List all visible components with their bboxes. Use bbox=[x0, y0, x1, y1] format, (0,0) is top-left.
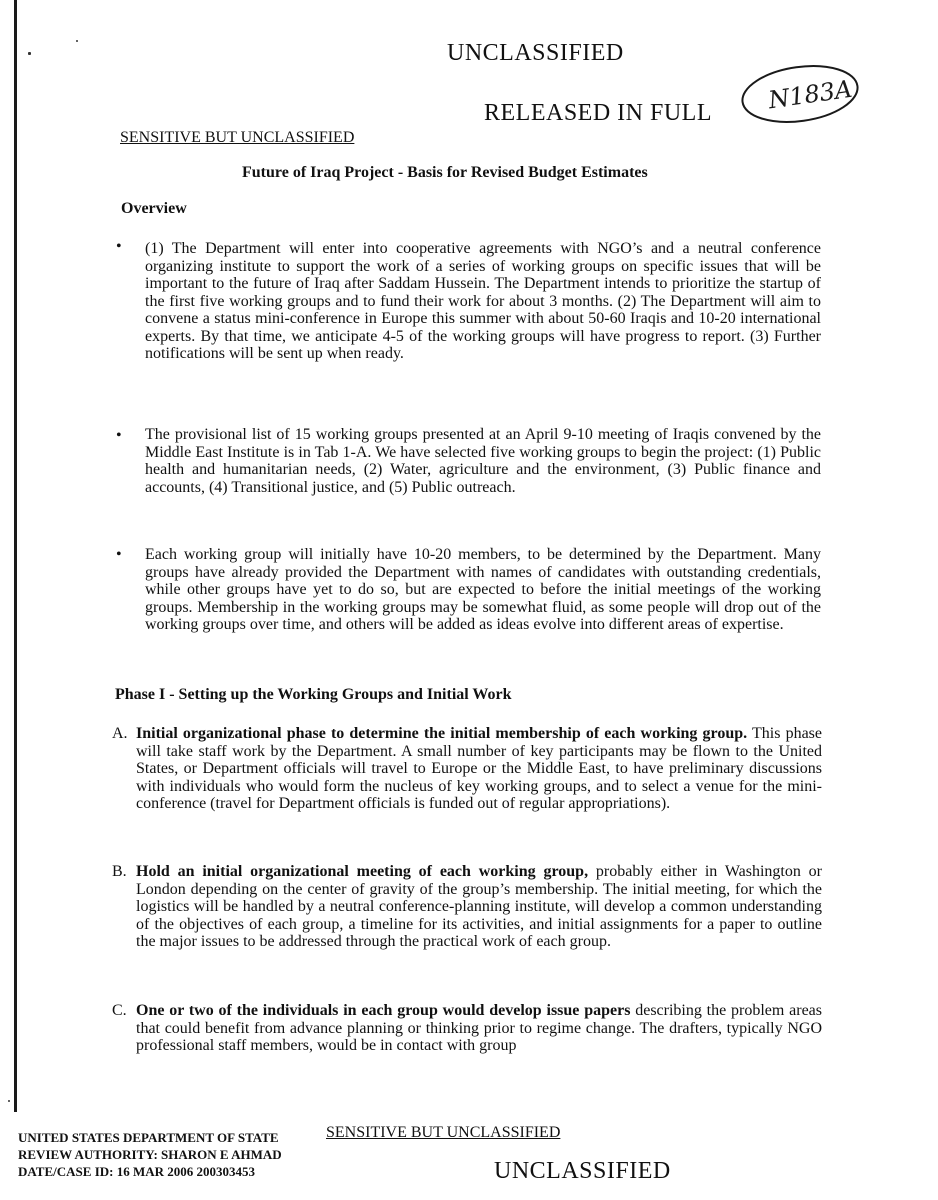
stamp-code: N183A bbox=[766, 74, 854, 115]
item-c-text: describing the problem areas that could benefit from advance planning or thinking prior to regime change. The drafters, typically NGO professional staff members, would be in contact with group bbox=[136, 1002, 822, 1054]
release-marking: RELEASED IN FULL bbox=[484, 100, 712, 126]
phase-item-c bbox=[136, 1002, 822, 1055]
bullet-marker: • bbox=[116, 427, 122, 444]
bullet-marker: • bbox=[116, 546, 122, 563]
document-title: Future of Iraq Project - Basis for Revised Budget Estimates bbox=[242, 164, 648, 181]
bullet-marker: • bbox=[116, 238, 122, 255]
phase-item-a bbox=[136, 725, 822, 813]
item-b-text: probably either in Washington or London depending on the center of gravity of the group’s membership. The initial meeting, for which the logistics will be handled by a neutral conference-planning institute, will develop a common understanding of the objectives of each group, a timeline for its activities, and initial assignments for a paper to outline the major issues to be addressed through the practical work of each group. bbox=[136, 863, 823, 950]
item-a-text: This phase will take staff work by the Department. A small number of key participants may be flown to the United States, or Department officials will travel to Europe or the Middle East, to have preliminary discussions with individuals who would form the nucleus of key working groups, and to select a venue for the mini-conference (travel for Department officials is funded out of regular appropriations). bbox=[136, 725, 823, 812]
handwritten-stamp bbox=[738, 62, 862, 126]
item-letter-c: C. bbox=[112, 1002, 127, 1019]
overview-bullet-1: (1) The Department will enter into cooperative agreements with NGO’s and a neutral conference organizing institute to support the work of a series of working groups on specific issues that will be important to the future of Iraq after Saddam Hussein. The Department intends to prioritize the startup of the first five working groups and to fund their work for about 3 months. (2) The Department will aim to convene a status mini-conference in Europe this summer with about 50-60 Iraqis and 10-20 international experts. By that time, we anticipate 4-5 of the working groups will have progress to report. (3) Further notifications will be sent up when ready. bbox=[145, 240, 821, 362]
scan-speck bbox=[28, 52, 31, 55]
overview-bullet-3: Each working group will initially have 10-20 members, to be determined by the Department. Many groups have already provided the Department with names of candidates with outstanding credentials, while other groups have yet to do so, but are expected to before the initial meetings of the working groups. Membership in the working groups may be somewhat fluid, as some people will drop out of the working groups over time, and others will be added as ideas evolve into different areas of expertise. bbox=[145, 546, 821, 633]
footer-dept: UNITED STATES DEPARTMENT OF STATE bbox=[18, 1130, 279, 1145]
item-a-lead: Initial organizational phase to determine the initial membership of each working group. bbox=[136, 725, 748, 742]
classification-marking-top: UNCLASSIFIED bbox=[447, 40, 624, 66]
item-b-lead: Hold an initial organizational meeting of each working group, bbox=[136, 863, 589, 880]
scan-speck bbox=[76, 40, 78, 42]
phase-heading: Phase I - Setting up the Working Groups and Initial Work bbox=[115, 686, 512, 703]
overview-bullet-2: The provisional list of 15 working groups presented at an April 9-10 meeting of Iraqis convened by the Middle East Institute is in Tab 1-A. We have selected five working groups to begin the project: (1) Public health and humanitarian needs, (2) Water, agriculture and the environment, (3) Public finance and accounts, (4) Transitional justice, and (5) Public outreach. bbox=[145, 426, 821, 496]
item-letter-b: B. bbox=[112, 863, 127, 880]
phase-item-b bbox=[136, 863, 822, 951]
item-letter-a: A. bbox=[112, 725, 128, 742]
stamp-oval bbox=[738, 62, 862, 126]
classification-marking-bottom: UNCLASSIFIED bbox=[494, 1158, 671, 1184]
footer-review-authority: REVIEW AUTHORITY: SHARON E AHMAD bbox=[18, 1147, 282, 1162]
scan-speck bbox=[8, 1100, 10, 1102]
sensitivity-marking-top: SENSITIVE BUT UNCLASSIFIED bbox=[120, 129, 355, 146]
sensitivity-marking-bottom: SENSITIVE BUT UNCLASSIFIED bbox=[326, 1124, 561, 1141]
item-c-lead: One or two of the individuals in each group would develop issue papers bbox=[136, 1002, 631, 1019]
overview-heading: Overview bbox=[121, 200, 187, 217]
scan-edge-line bbox=[14, 0, 17, 1112]
footer-case-id: DATE/CASE ID: 16 MAR 2006 200303453 bbox=[18, 1164, 256, 1179]
